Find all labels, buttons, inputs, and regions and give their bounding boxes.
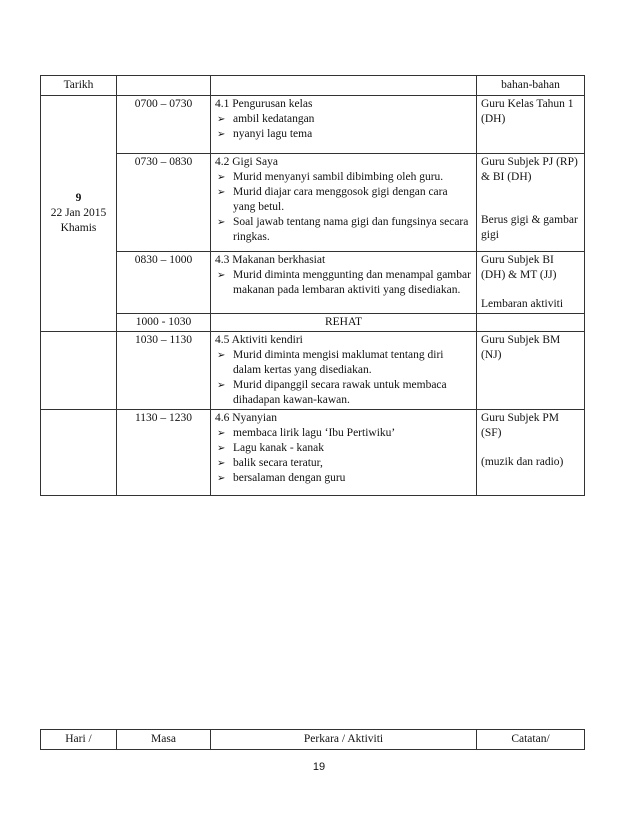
activity-cell [211, 96, 477, 154]
table-row [41, 252, 585, 314]
time-cell: 1030 – 1130 [117, 332, 211, 410]
activity-title: 4.1 Pengurusan kelas [215, 98, 313, 110]
time-cell: 0730 – 0830 [117, 154, 211, 252]
table-row [41, 410, 585, 496]
list-item: ➢ bersalaman dengan guru [215, 471, 472, 486]
activity-cell [211, 410, 477, 496]
header-empty-aktiviti [211, 76, 477, 96]
note-text: Guru Subjek BM (NJ) [481, 334, 561, 361]
header-bahan: bahan-bahan [477, 76, 585, 96]
note-text: Guru Subjek PJ (RP) & BI (DH) [481, 156, 578, 183]
footer-perkara: Perkara / Aktiviti [211, 730, 477, 750]
header-empty-masa [117, 76, 211, 96]
list-item: ➢ Lagu kanak - kanak [215, 441, 472, 456]
day-number: 9 [75, 192, 82, 204]
day-cell [41, 96, 117, 332]
list-item: ➢ Murid diminta mengisi maklumat tentang diri dalam kertas yang disediakan. [215, 348, 472, 378]
note-material: (muzik dan radio) [481, 456, 564, 468]
day-weekday: Khamis [60, 222, 97, 234]
time-cell: 0830 – 1000 [117, 252, 211, 314]
time-cell: 1130 – 1230 [117, 410, 211, 496]
footer-hari: Hari / [41, 730, 117, 750]
note-text: Guru Kelas Tahun 1 (DH) [481, 98, 574, 125]
list-item: ➢ membaca lirik lagu ‘Ibu Pertiwiku’ [215, 426, 472, 441]
note-material: Berus gigi & gambar gigi [481, 214, 578, 241]
activity-cell [211, 252, 477, 314]
break-empty [477, 314, 585, 332]
note-cell [477, 332, 585, 410]
note-cell [477, 154, 585, 252]
list-item: ➢ ambil kedatangan [215, 112, 472, 127]
table-row [41, 96, 585, 154]
activity-list [215, 268, 472, 298]
time-cell: 0700 – 0730 [117, 96, 211, 154]
activity-list [215, 112, 472, 142]
note-cell [477, 410, 585, 496]
activity-list [215, 426, 472, 486]
page-number: 19 [312, 761, 326, 773]
day-empty-cell [41, 410, 117, 496]
table-row [41, 332, 585, 410]
footer-masa: Masa [117, 730, 211, 750]
break-time: 1000 - 1030 [117, 314, 211, 332]
header-tarikh: Tarikh [41, 76, 117, 96]
activity-title: 4.3 Makanan berkhasiat [215, 254, 326, 266]
next-page-header-table [40, 729, 585, 750]
activity-title: 4.5 Aktiviti kendiri [215, 334, 303, 346]
activity-list [215, 170, 472, 245]
activity-list [215, 348, 472, 408]
footer-catatan: Catatan/ [477, 730, 585, 750]
list-item: ➢ Murid menyanyi sambil dibimbing oleh guru. [215, 170, 472, 185]
activity-cell [211, 332, 477, 410]
list-item: ➢ Soal jawab tentang nama gigi dan fungsinya secara ringkas. [215, 215, 472, 245]
list-item: ➢ Murid dipanggil secara rawak untuk membaca dihadapan kawan-kawan. [215, 378, 472, 408]
schedule-table [40, 75, 585, 496]
list-item: ➢ balik secara teratur, [215, 456, 472, 471]
note-cell [477, 96, 585, 154]
activity-cell [211, 154, 477, 252]
break-row [41, 314, 585, 332]
day-date: 22 Jan 2015 [50, 207, 107, 219]
footer-header-row [41, 730, 585, 750]
list-item: ➢ Murid diminta menggunting dan menampal gambar makanan pada lembaran aktiviti yang disediakan. [215, 268, 472, 298]
note-text: Guru Subjek BI (DH) & MT (JJ) [481, 254, 557, 281]
activity-title: 4.6 Nyanyian [215, 412, 277, 424]
break-label: REHAT [211, 314, 477, 332]
note-material: Lembaran aktiviti [481, 298, 564, 310]
table-row [41, 154, 585, 252]
list-item: ➢ Murid diajar cara menggosok gigi dengan cara yang betul. [215, 185, 472, 215]
day-empty-cell [41, 332, 117, 410]
activity-title: 4.2 Gigi Saya [215, 156, 278, 168]
note-text: Guru Subjek PM (SF) [481, 412, 559, 439]
list-item: ➢ nyanyi lagu tema [215, 127, 472, 142]
note-cell [477, 252, 585, 314]
header-row [41, 76, 585, 96]
